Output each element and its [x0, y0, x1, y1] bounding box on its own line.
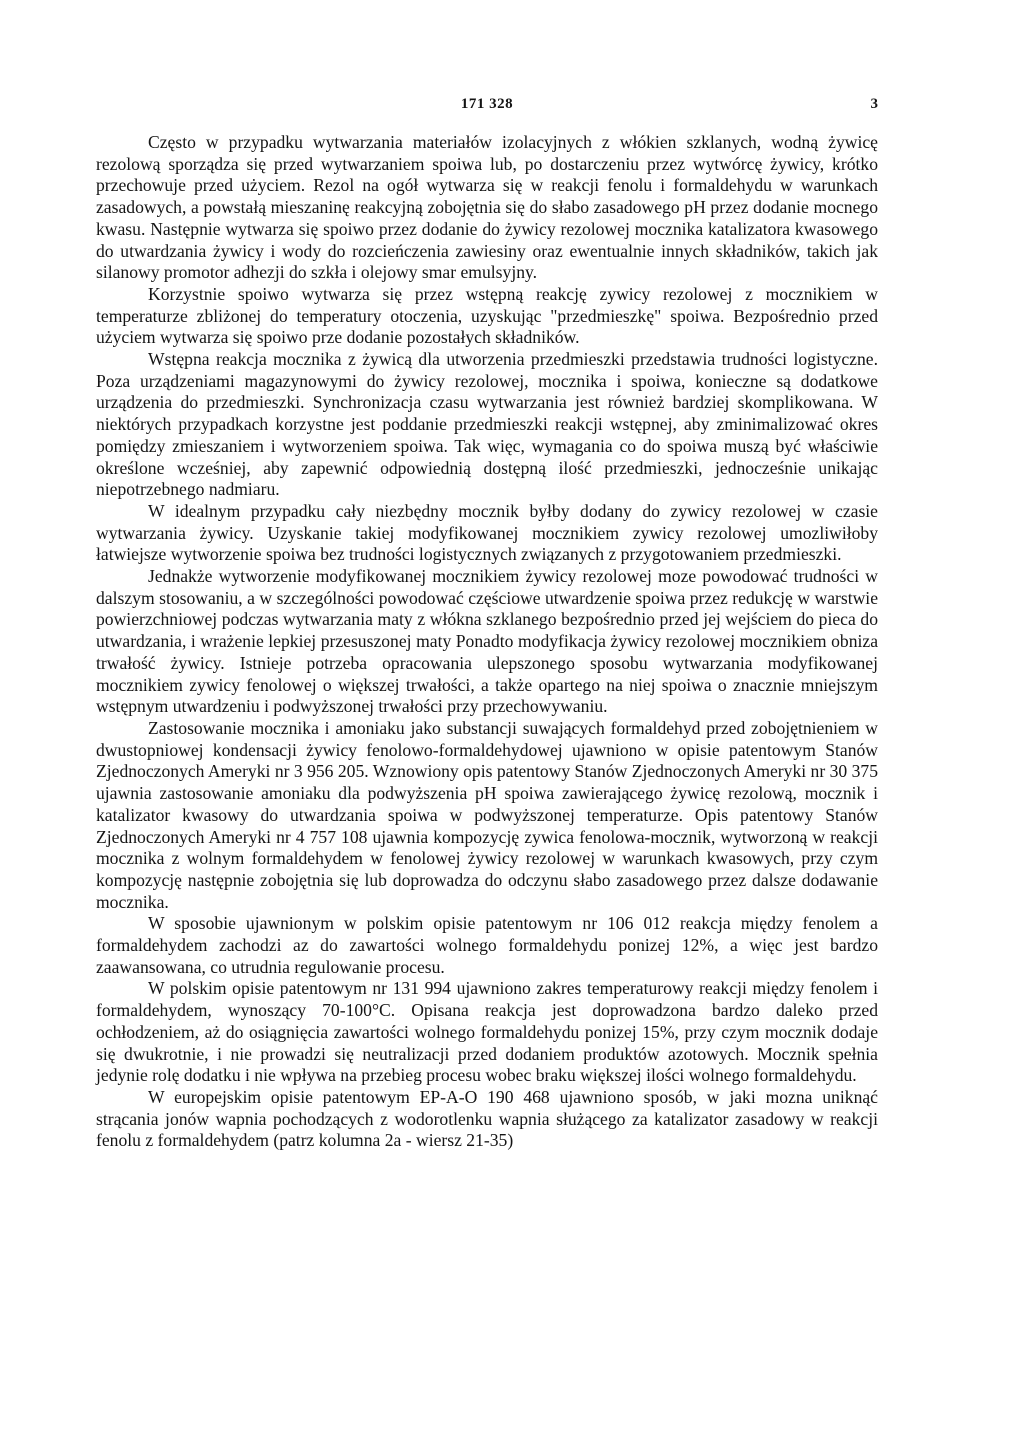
paragraph-5: Jednakże wytworzenie modyfikowanej mocznikiem żywicy rezolowej moze powodować trudności w dalszym stosowaniu, a w szczególności powodować częściowe utwardzenie spoiwa przez redukcję w warstwie powierzchniowej podczas wytwarzania maty z włókna szklanego bezpośrednio przed jej wejściem do pieca do utwardzania, i wrażenie lepkiej przesuszonej maty Ponadto modyfikacja żywicy rezolowej mocznikiem obniza trwałość żywicy. Istnieje potrzeba opracowania ulepszonego sposobu wytwarzania modyfikowanej mocznikiem zywicy fenolowej o większej trwałości, a także opartego na niej spoiwa o znacznie mniejszym wstępnym utwardzeniu i podwyższonej trwałości przy przechowywaniu.: [96, 566, 878, 717]
paragraph-1: Często w przypadku wytwarzania materiałów izolacyjnych z włókien szklanych, wodną żywicę rezolową sporządza się przed wytwarzaniem spoiwa lub, po dostarczeniu przez wytwórcę żywicy, krótko przechowuje przed użyciem. Rezol na ogół wytwarza się w reakcji fenolu i formaldehydu w warunkach zasadowych, a powstałą mieszaninę reakcyjną zobojętnia się do słabo zasadowego pH przez dodanie mocnego kwasu. Następnie wytwarza się spoiwo przez dodanie do żywicy rezolowej mocznika katalizatora kwasowego do utwardzania żywicy i wody do rozcieńczenia zawiesiny oraz ewentualnie innych składników, takich jak silanowy promotor adhezji do szkła i olejowy smar emulsyjny.: [96, 132, 878, 283]
paragraph-2: Korzystnie spoiwo wytwarza się przez wstępną reakcję zywicy rezolowej z mocznikiem w temperaturze zbliżonej do temperatury otoczenia, uzyskując "przedmieszkę" spoiwa. Bezpośrednio przed użyciem wytwarza się spoiwo prze dodanie pozostałych składników.: [96, 283, 878, 348]
page-number: 3: [870, 96, 878, 112]
paragraph-9: W europejskim opisie patentowym EP-A-O 190 468 ujawniono sposób, w jaki mozna uniknąć strącania jonów wapnia pochodzących z wodorotlenku wapnia służącego za katalizator zasadowy w reakcji fenolu z formaldehydem (patrz kolumna 2a - wiersz 21-35): [96, 1086, 878, 1151]
patent-number: 171 328: [460, 96, 514, 112]
paragraph-8: W polskim opisie patentowym nr 131 994 ujawniono zakres temperaturowy reakcji między fenolem i formaldehydem, wynoszący 70-100°C. Opisana reakcja jest doprowadzona bardzo daleko przed ochłodzeniem, aż do osiągnięcia zawartości wolnego formaldehydu ponizej 15%, przy czym mocznik dodaje się dwukrotnie, i nie prowadzi się neutralizacji przed dodaniem produktów azotowych. Mocznik spełnia jedynie rolę dodatku i nie wpływa na przebieg procesu wobec braku większej ilości wolnego formaldehydu.: [96, 978, 878, 1086]
paragraph-7: W sposobie ujawnionym w polskim opisie patentowym nr 106 012 reakcja między fenolem a formaldehydem zachodzi az do zawartości wolnego formaldehydu ponizej 12%, a więc jest bardzo zaawansowana, co utrudnia regulowanie procesu.: [96, 913, 878, 977]
paragraph-6: Zastosowanie mocznika i amoniaku jako substancji suwających formaldehyd przed zobojętnieniem w dwustopniowej kondensacji żywicy fenolowo-formaldehydowej ujawniono w opisie patentowym Stanów Zjednoczonych Ameryki nr 3 956 205. Wznowiony opis patentowy Stanów Zjednoczonych Ameryki nr 30 375 ujawnia zastosowanie amoniaku dla podwyższenia pH spoiwa zawierającego żywicę rezolową, mocznik i katalizator kwasowy do utwardzania spoiwa w podwyższonej temperaturze. Opis patentowy Stanów Zjednoczonych Ameryki nr 4 757 108 ujawnia kompozycję zywica fenolowa-mocznik, wytworzoną w reakcji mocznika z wolnym formaldehydem w fenolowej żywicy rezolowej w warunkach kwasowych, przy czym kompozycję następnie zobojętnia się lub doprowadza do odczynu słabo zasadowego przez dalsze dodawanie mocznika.: [96, 717, 878, 912]
page-header: [96, 96, 878, 120]
paragraph-3: Wstępna reakcja mocznika z żywicą dla utworzenia przedmieszki przedstawia trudności logistyczne. Poza urządzeniami magazynowymi do żywicy rezolowej, mocznika i spoiwa, konieczne są dodatkowe urządzenia do przedmieszki. Synchronizacja czasu wytwarzania jest również bardziej skomplikowana. W niektórych przypadkach korzystne jest poddanie przedmieszki reakcji wstępnej, aby zminimalizować okres pomiędzy zmieszaniem i wytworzeniem spoiwa. Tak więc, wymagania co do spoiwa muszą być właściwie określone wcześniej, aby zapewnić odpowiednią dostępną ilość przedmieszki, jednocześnie unikając niepotrzebnego nadmiaru.: [96, 349, 878, 500]
paragraph-4: W idealnym przypadku cały niezbędny mocznik byłby dodany do zywicy rezolowej w czasie wytwarzania żywicy. Uzyskanie takiej modyfikowanej mocznikiem zywicy rezolowej umozliwiłoby łatwiejsze wytworzenie spoiwa bez trudności logistycznych związanych z przygotowaniem przedmieszki.: [96, 500, 878, 565]
body-text: [96, 132, 878, 1152]
